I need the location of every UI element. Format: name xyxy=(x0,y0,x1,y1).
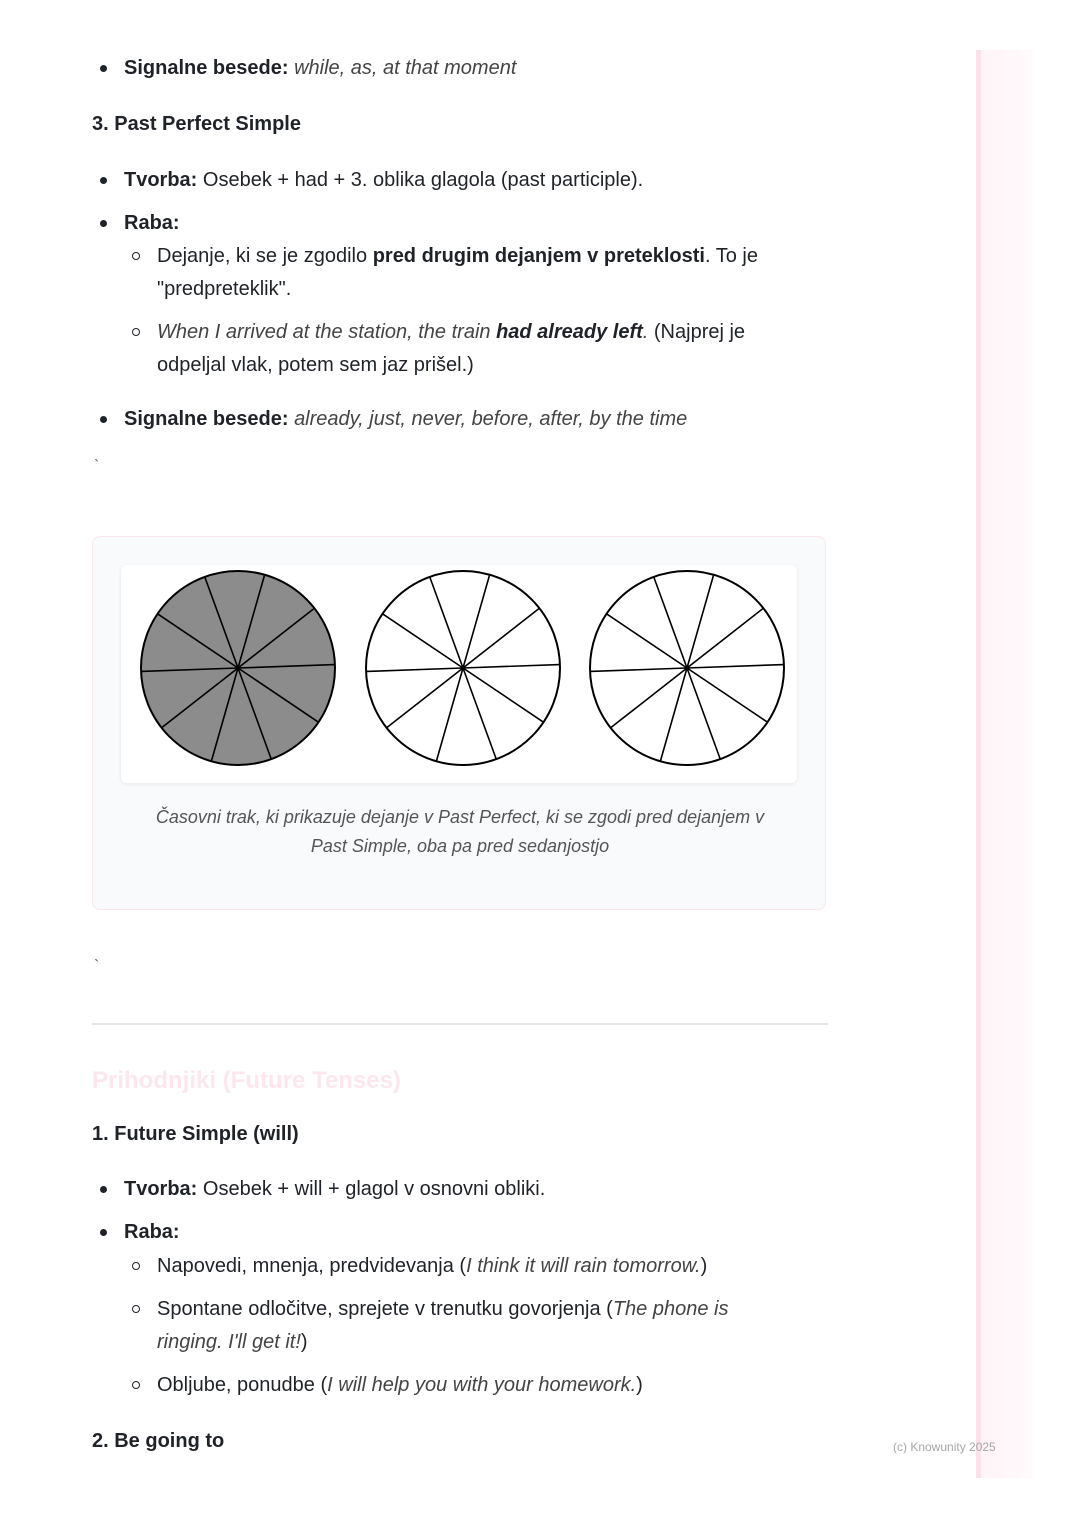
usage-1-line2: "predpreteklik". xyxy=(157,278,292,300)
u1-italic: I think it will rain tomorrow. xyxy=(466,1255,701,1277)
formation-label: Tvorba: xyxy=(124,169,198,191)
bullet-dot xyxy=(100,1229,107,1236)
formation-text: Osebek + had + 3. oblika glagola (past participle). xyxy=(202,169,644,191)
u2-text: Spontane odločitve, sprejete v trenutku govorjenja ( xyxy=(157,1298,613,1320)
u2-line2-italic: ringing. I'll get it! xyxy=(157,1331,301,1353)
u3-text: Obljube, ponudbe ( xyxy=(157,1374,328,1396)
formation-label: Tvorba: xyxy=(124,1178,198,1200)
copyright-text: (c) Knowunity 2025 xyxy=(893,1440,996,1454)
signal-label: Signalne besede: xyxy=(124,57,289,79)
bullet-dot xyxy=(100,416,107,423)
example-end: . xyxy=(642,321,649,343)
usage-label: Raba: xyxy=(124,212,180,234)
subbullet-circle xyxy=(132,1305,140,1313)
subbullet-circle xyxy=(132,1262,140,1270)
usage-1-post: . To je xyxy=(705,245,758,267)
heading-future-simple: 1. Future Simple (will) xyxy=(92,1123,299,1145)
signal-words: while, as, at that moment xyxy=(294,57,517,79)
side-panel xyxy=(976,50,1032,1478)
heading-be-going-to: 2. Be going to xyxy=(92,1430,225,1452)
bullet-dot xyxy=(100,220,107,227)
u2-italic: The phone is xyxy=(612,1298,729,1320)
usage-label: Raba: xyxy=(124,1221,180,1243)
section-title-future: Prihodnjiki (Future Tenses) xyxy=(92,1067,401,1094)
stray-backtick: ` xyxy=(94,458,100,475)
example-bold: had already left xyxy=(496,321,643,343)
usage-1-text: Dejanje, ki se je zgodilo xyxy=(157,245,373,267)
heading-past-perfect: 3. Past Perfect Simple xyxy=(92,113,301,135)
u2-end: ) xyxy=(300,1331,308,1353)
u3-italic: I will help you with your homework. xyxy=(327,1374,637,1396)
stray-backtick: ` xyxy=(94,958,100,975)
u1-text: Napovedi, mnenja, predvidevanja ( xyxy=(157,1255,467,1277)
caption-line-2: Past Simple, oba pa pred sedanjostjo xyxy=(310,836,610,856)
wheel-2 xyxy=(366,571,560,765)
usage-1-bold: pred drugim dejanjem v preteklosti xyxy=(372,245,705,267)
figure-caption xyxy=(113,803,807,861)
example-note: (Najprej je xyxy=(648,321,746,343)
signal-words: already, just, never, before, after, by the time xyxy=(294,408,688,430)
timeline-wheels-illustration xyxy=(121,565,797,783)
subbullet-circle xyxy=(132,328,140,336)
bullet-dot xyxy=(100,177,107,184)
example-line2: odpeljal vlak, potem sem jaz prišel.) xyxy=(157,354,474,376)
subbullet-circle xyxy=(132,1381,140,1389)
bullet-dot xyxy=(100,65,107,72)
section-divider xyxy=(92,1023,828,1025)
subbullet-circle xyxy=(132,252,140,260)
caption-line-1: Časovni trak, ki prikazuje dejanje v Past Perfect, ki se zgodi pred dejanjem v xyxy=(155,807,765,827)
bullet-dot xyxy=(100,1186,107,1193)
formation-text: Osebek + will + glagol v osnovni obliki. xyxy=(202,1178,546,1200)
figure-image xyxy=(121,565,797,783)
figure-card xyxy=(92,536,826,910)
u3-end: ) xyxy=(636,1374,643,1396)
example-italic: When I arrived at the station, the train xyxy=(157,321,497,343)
signal-label: Signalne besede: xyxy=(124,408,289,430)
u1-end: ) xyxy=(700,1255,708,1277)
wheel-1 xyxy=(141,571,335,765)
wheel-3 xyxy=(590,571,784,765)
